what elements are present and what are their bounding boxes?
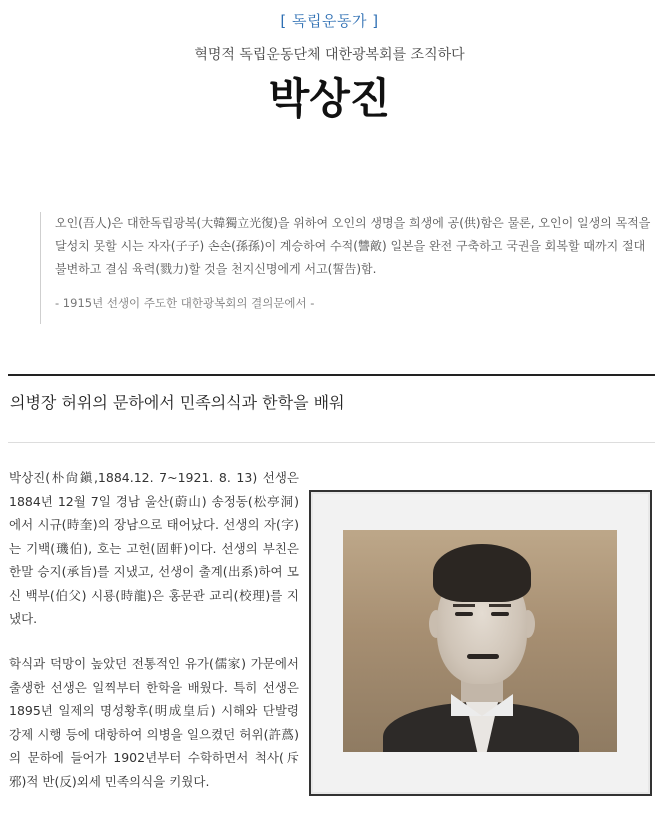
portrait-hair bbox=[433, 544, 531, 602]
portrait-mustache bbox=[467, 654, 499, 659]
portrait-brow-left bbox=[453, 604, 475, 607]
portrait-eye-right bbox=[491, 612, 509, 616]
portrait-frame bbox=[309, 490, 652, 796]
body-paragraph-1: 박상진(朴尙鎭,1884.12. 7~1921. 8. 13) 선생은 1884년 12월 7일 경남 울산(蔚山) 송정동(松亭洞)에서 시규(時奎)의 장남으로 태어났다. 선생의 자(字)는 기백(璣伯), 호는 고헌(固軒)이다. 선생의 부친은 한말 승지(承旨)를 지냈고, 선생이 출계(出系)하여 모신 백부(伯父) 시룡(時龍)은 홍문관 교리(校理)를 지냈다. bbox=[9, 470, 299, 626]
section-divider bbox=[8, 374, 655, 376]
portrait-eye-left bbox=[455, 612, 473, 616]
quote-source: - 1915년 선생이 주도한 대한광복회의 결의문에서 - bbox=[55, 296, 315, 310]
portrait-photo-icon bbox=[343, 530, 617, 752]
page-title: 박상진 bbox=[268, 74, 391, 123]
portrait-brow-right bbox=[489, 604, 511, 607]
page-subtitle: 혁명적 독립운동단체 대한광복회를 조직하다 bbox=[194, 47, 465, 63]
quote-text: 오인(吾人)은 대한독립광복(大韓獨立光復)을 위하여 오인의 생명을 희생에 공(供)함은 물론, 오인이 일생의 목적을 달성치 못할 시는 자자(子子) 손손(孫孫)이 계승하여 수적(讐敵) 일본을 완전 구축하고 국권을 회복할 때까지 절대 불변하고 결심 육력(戮力)할 것을 천지신명에게 서고(誓告)함. bbox=[55, 216, 651, 276]
category-label: [ 독립운동가 ] bbox=[280, 12, 379, 30]
section-underline bbox=[8, 442, 655, 443]
section-title: 의병장 허위의 문하에서 민족의식과 한학을 배워 bbox=[10, 393, 345, 412]
portrait-mat bbox=[311, 492, 650, 794]
body-paragraph-2: 학식과 덕망이 높았던 전통적인 유가(儒家) 가문에서 출생한 선생은 일찍부터 한학을 배웠다. 특히 선생은 1895년 일제의 명성황후(明成皇后) 시해와 단발령 강제 시행 등에 대항하여 의병을 일으켰던 허위(許蔿)의 문하에 들어가 1902년부터 수학하면서 척사(斥邪)적 반(反)외세 민족의식을 키웠다. bbox=[9, 656, 299, 789]
quote-block bbox=[40, 212, 654, 324]
